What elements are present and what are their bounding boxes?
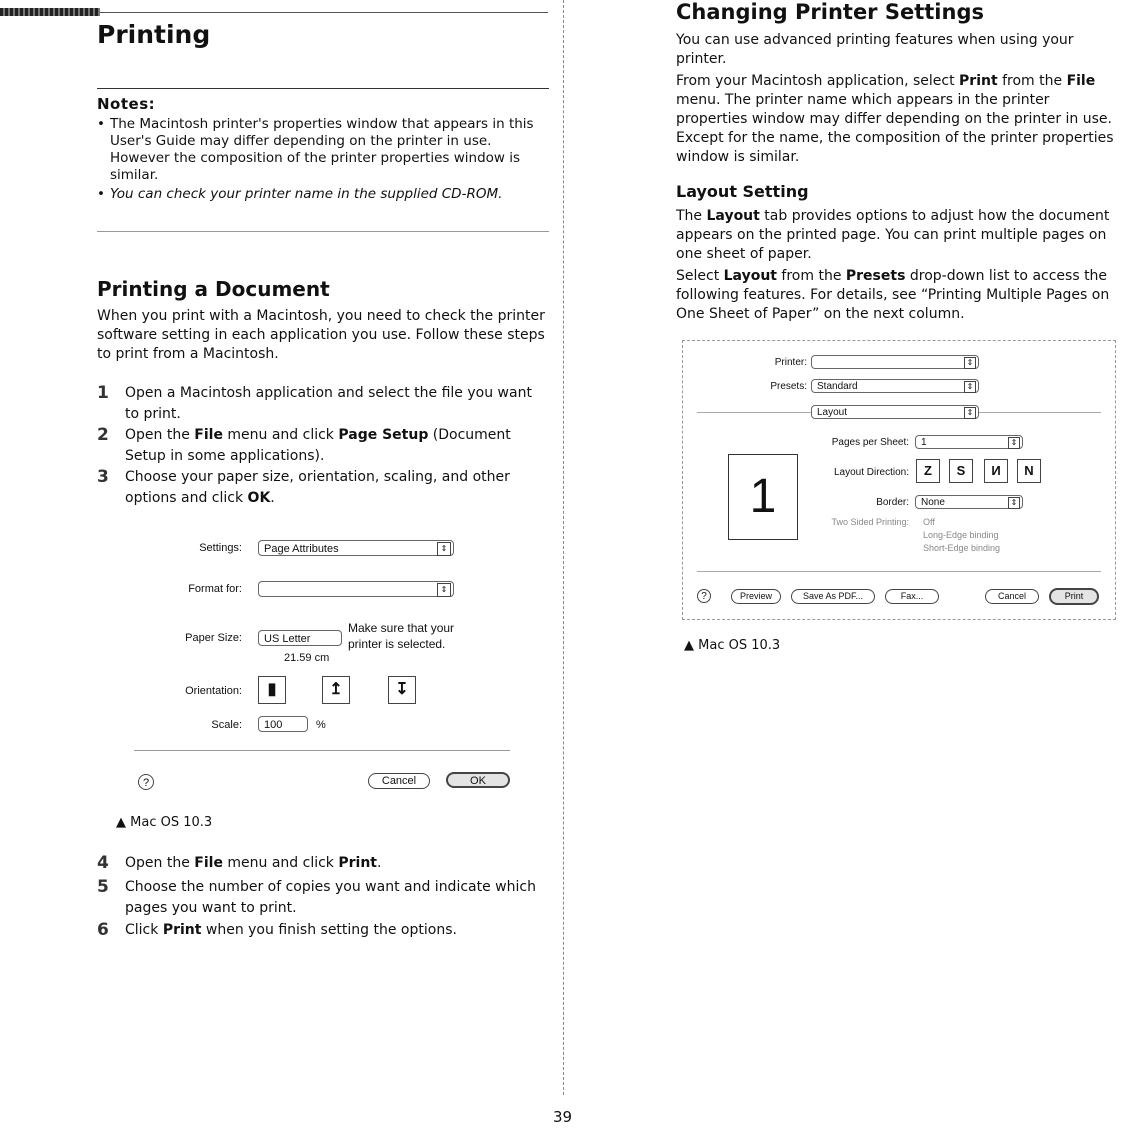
paragraph-text: From your Macintosh application, select xyxy=(676,73,960,89)
percent-sign: % xyxy=(316,719,326,731)
note-item: • The Macintosh printer's properties window that appears in this User's Guide may differ depending on the printer in use. However the composition of the printer properties window is similar. xyxy=(97,116,549,184)
step-text: . xyxy=(270,490,275,506)
settings-select[interactable] xyxy=(258,540,454,556)
notes-heading: Notes: xyxy=(97,95,156,113)
long-edge-radio[interactable]: Long-Edge binding xyxy=(923,530,999,540)
step-bold: File xyxy=(194,855,223,871)
layout-direction-label: Layout Direction: xyxy=(833,467,909,478)
step-item xyxy=(97,425,547,467)
callout-note: Make sure that your printer is selected. xyxy=(348,621,455,651)
step-bold: Print xyxy=(162,922,202,938)
paragraph-bold: Layout xyxy=(706,208,760,224)
step-bold: File xyxy=(194,427,223,443)
pages-per-sheet-select[interactable] xyxy=(915,435,1023,449)
step-text: Open a Macintosh application and select the file you want to print. xyxy=(125,385,532,422)
section-title: Printing a Document xyxy=(97,277,330,301)
preview-button[interactable]: Preview xyxy=(731,589,781,604)
pages-value: 1 xyxy=(921,437,927,448)
paragraph xyxy=(676,267,1122,324)
paragraph xyxy=(676,207,1122,264)
paper-dimension: 21.59 cm xyxy=(284,652,330,664)
n-reverse-direction-icon[interactable]: И xyxy=(984,459,1008,483)
step-bold: Page Setup xyxy=(338,427,429,443)
settings-label: Settings: xyxy=(199,542,242,554)
paragraph: You can use advanced printing features when using your printer. xyxy=(676,32,1074,67)
figure-caption: ▲ Mac OS 10.3 xyxy=(116,815,213,830)
section-title: Changing Printer Settings xyxy=(676,0,984,24)
step-bold: OK xyxy=(247,490,271,506)
step-item xyxy=(97,853,547,874)
presets-select[interactable] xyxy=(811,379,979,393)
paragraph-bold: Layout xyxy=(723,268,777,284)
step-text: when you finish setting the options. xyxy=(201,922,457,938)
presets-value: Standard xyxy=(817,381,858,392)
step-item xyxy=(97,383,547,425)
pages-per-sheet-label: Pages per Sheet: xyxy=(831,437,909,448)
step-text: menu and click xyxy=(222,427,339,443)
step-text: Choose the number of copies you want and indicate which pages you want to print. xyxy=(125,879,536,916)
paragraph xyxy=(676,72,1122,167)
step-text: . xyxy=(376,855,382,871)
s-direction-icon[interactable]: S xyxy=(949,459,973,483)
step-number: 6 xyxy=(97,920,109,940)
paragraph-text: from the xyxy=(776,268,846,284)
notes-bottom-rule xyxy=(97,231,549,232)
print-layout-dialog xyxy=(682,340,1116,620)
updown-arrows-icon: ⇕ xyxy=(1008,437,1020,449)
z-direction-icon[interactable]: Z xyxy=(916,459,940,483)
column-divider xyxy=(563,0,564,1095)
off-radio[interactable]: Off xyxy=(923,517,935,527)
dialog-separator xyxy=(697,571,1101,572)
print-button[interactable]: Print xyxy=(1049,588,1099,605)
two-sided-label: Two Sided Printing: xyxy=(831,517,909,527)
help-icon[interactable]: ? xyxy=(697,589,711,603)
step-item xyxy=(97,920,547,941)
panel-select[interactable] xyxy=(811,405,979,419)
note-item: • You can check your printer name in the supplied CD-ROM. xyxy=(97,186,549,203)
intro-paragraph: When you print with a Macintosh, you need to check the printer software setting in each application you use. Follow these steps to print from a Macintosh. xyxy=(97,308,545,362)
step-bold: Print xyxy=(338,855,377,871)
updown-arrows-icon: ⇕ xyxy=(1008,497,1020,509)
border-value: None xyxy=(921,497,945,508)
step-text: Open the xyxy=(125,427,195,443)
step-text: menu and click xyxy=(222,855,339,871)
paragraph-text: menu. The printer name which appears in the printer properties window may differ depending on the printer in use. Except for the name, the composition of the printer properties window is similar. xyxy=(676,92,1114,165)
printer-select[interactable] xyxy=(811,355,979,369)
n-direction-icon[interactable]: N xyxy=(1017,459,1041,483)
page-title: Printing xyxy=(97,20,211,49)
notes-top-rule xyxy=(97,88,549,89)
step-number: 4 xyxy=(97,853,109,873)
paper-size-label: Paper Size: xyxy=(185,632,242,644)
paragraph-bold: Print xyxy=(959,73,998,89)
step-text: (Document Setup in some applications). xyxy=(125,427,511,464)
step-number: 5 xyxy=(97,877,109,897)
header-rule xyxy=(100,12,548,13)
step-text: Open the xyxy=(125,855,195,871)
printer-label: Printer: xyxy=(774,357,807,368)
updown-arrows-icon: ⇕ xyxy=(964,381,976,393)
fax-button[interactable]: Fax... xyxy=(885,589,939,604)
paragraph-text: The xyxy=(676,208,707,224)
note-text: The Macintosh printer's properties window that appears in this User's Guide may differ depending on the printer in use. However the composition of the printer properties window is similar. xyxy=(110,116,534,183)
border-select[interactable] xyxy=(915,495,1023,509)
updown-arrows-icon: ⇕ xyxy=(964,407,976,419)
paragraph-text: drop-down list to access the following features. For details, see “Printing Multiple Pages on One Sheet of Paper” on the next column. xyxy=(676,268,1110,322)
paragraph-text: from the xyxy=(997,73,1067,89)
save-as-pdf-button[interactable]: Save As PDF... xyxy=(791,589,875,604)
portrait-orientation-icon[interactable]: ▮ xyxy=(258,676,286,704)
header-decoration xyxy=(0,8,100,16)
step-number: 1 xyxy=(97,383,109,403)
border-label: Border: xyxy=(876,497,909,508)
page-number: 39 xyxy=(553,1108,573,1126)
short-edge-radio[interactable]: Short-Edge binding xyxy=(923,543,1001,553)
scale-label: Scale: xyxy=(211,719,242,731)
updown-arrows-icon: ⇕ xyxy=(964,357,976,369)
page-setup-dialog xyxy=(110,528,530,798)
subsection-title: Layout Setting xyxy=(676,182,809,201)
paragraph-text: tab provides options to adjust how the document appears on the printed page. You can print multiple pages on one sheet of paper. xyxy=(676,208,1110,262)
paper-size-select[interactable]: US Letter xyxy=(258,630,342,646)
step-text: Choose your paper size, orientation, scaling, and other options and click xyxy=(125,469,510,506)
updown-arrows-icon: ⇕ xyxy=(437,542,451,556)
format-label: Format for: xyxy=(188,583,242,595)
step-number: 3 xyxy=(97,467,109,487)
orientation-label: Orientation: xyxy=(185,685,242,697)
paragraph-bold: File xyxy=(1066,73,1096,89)
format-select[interactable] xyxy=(258,581,454,597)
cancel-button[interactable]: Cancel xyxy=(985,589,1039,604)
layout-preview: 1 xyxy=(728,454,798,540)
presets-label: Presets: xyxy=(770,381,807,392)
paragraph-bold: Presets xyxy=(845,268,906,284)
landscape-left-icon[interactable]: ↥ xyxy=(322,676,350,704)
settings-value: Page Attributes xyxy=(264,543,339,555)
dialog-separator xyxy=(134,750,510,751)
panel-value: Layout xyxy=(817,407,848,418)
landscape-right-icon[interactable]: ↧ xyxy=(388,676,416,704)
scale-input[interactable]: 100 xyxy=(258,716,308,732)
figure-caption: ▲ Mac OS 10.3 xyxy=(684,638,781,653)
step-text: Click xyxy=(125,922,163,938)
paragraph-text: Select xyxy=(676,268,724,284)
step-item xyxy=(97,877,547,919)
help-icon[interactable]: ? xyxy=(138,774,154,790)
ok-button[interactable]: OK xyxy=(446,772,510,788)
note-text: You can check your printer name in the supplied CD-ROM. xyxy=(110,186,503,202)
step-number: 2 xyxy=(97,425,109,445)
updown-arrows-icon: ⇕ xyxy=(437,583,451,597)
cancel-button[interactable]: Cancel xyxy=(368,773,430,789)
step-item xyxy=(97,467,547,509)
